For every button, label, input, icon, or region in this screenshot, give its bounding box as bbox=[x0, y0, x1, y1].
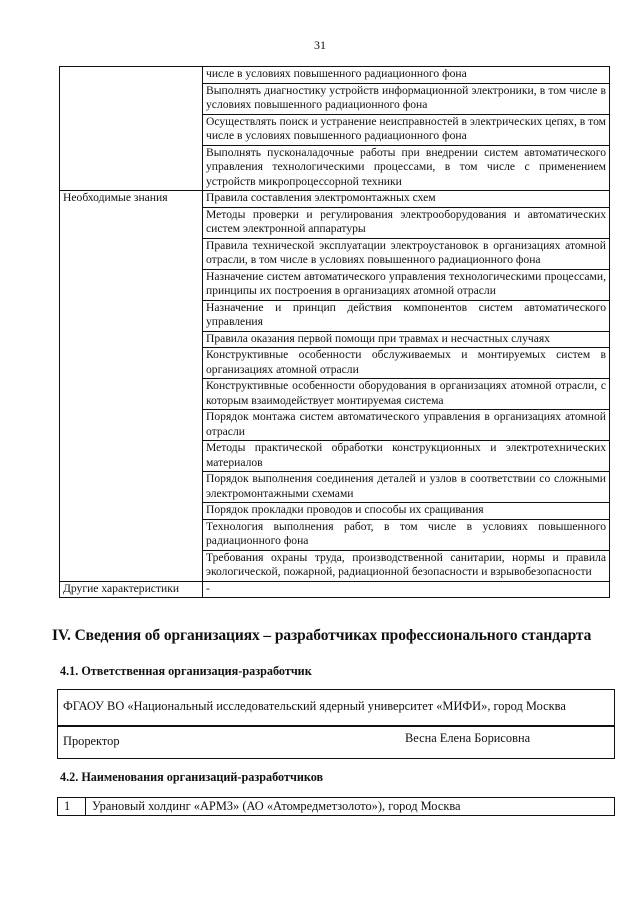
knowledge-item: Методы проверки и регулирования электрооборудования и автоматических систем электронной аппаратуры bbox=[203, 207, 610, 238]
skill-item: числе в условиях повышенного радиационного фона bbox=[203, 67, 610, 84]
section-title: IV. Сведения об организациях – разработчиках профессионального стандарта bbox=[52, 627, 592, 644]
knowledge-item: Порядок выполнения соединения деталей и узлов в соответствии со сложными электромонтажными схемами bbox=[203, 472, 610, 503]
developers-heading: 4.2. Наименования организаций-разработчиков bbox=[60, 770, 324, 784]
knowledge-item: Методы практической обработки конструкционных и электротехнических материалов bbox=[203, 441, 610, 472]
knowledge-item: Назначение и принцип действия компонентов систем автоматического управления bbox=[203, 300, 610, 331]
knowledge-label: Необходимые знания bbox=[60, 191, 203, 582]
table-row bbox=[60, 67, 610, 84]
page-number: 31 bbox=[314, 38, 326, 52]
knowledge-item: Конструктивные особенности обслуживаемых и монтируемых систем в организациях атомной отрасли bbox=[203, 348, 610, 379]
signatory-box bbox=[57, 725, 615, 759]
skill-item: Выполнять диагностику устройств информационной электроники, в том числе в условиях повышенного радиационного фона bbox=[203, 83, 610, 114]
developer-number: 1 bbox=[58, 798, 86, 815]
other-label: Другие характеристики bbox=[60, 581, 203, 598]
signatory-name: Весна Елена Борисовна bbox=[405, 731, 531, 745]
table-row bbox=[60, 581, 610, 598]
knowledge-item: Требования охраны труда, производственной санитарии, нормы и правила экологической, пожарной, радиационной безопасности и взрывобезопасности bbox=[203, 550, 610, 581]
responsible-org-heading: 4.1. Ответственная организация-разработчик bbox=[60, 664, 312, 678]
knowledge-item: Правила составления электромонтажных схем bbox=[203, 191, 610, 208]
competency-table bbox=[59, 66, 610, 598]
table-row bbox=[60, 191, 610, 208]
knowledge-item: Правила технической эксплуатации электроустановок в организациях атомной отрасли, в том числе в условиях повышенного радиационного фона bbox=[203, 238, 610, 269]
developer-name: Урановый холдинг «АРМЗ» (АО «Атомредметзолото»), город Москва bbox=[92, 799, 461, 813]
developer-row bbox=[57, 797, 615, 816]
skill-item: Осуществлять поиск и устранение неисправностей в электрических цепях, в том числе в условиях повышенного радиационного фона bbox=[203, 114, 610, 145]
skill-item: Выполнять пусконаладочные работы при внедрении систем автоматического управления технологическими процессами, в том числе с применением устройств микропроцессорной техники bbox=[203, 145, 610, 191]
knowledge-item: Правила оказания первой помощи при травмах и несчастных случаях bbox=[203, 331, 610, 348]
other-value: - bbox=[203, 581, 610, 598]
knowledge-item: Порядок монтажа систем автоматического управления в организациях атомной отрасли bbox=[203, 410, 610, 441]
signatory-position: Проректор bbox=[63, 734, 120, 748]
knowledge-item: Назначение систем автоматического управления технологическими процессами, принципы их построения в организациях атомной отрасли bbox=[203, 269, 610, 300]
empty-label-cell bbox=[60, 67, 203, 191]
responsible-org-name: ФГАОУ ВО «Национальный исследовательский ядерный университет «МИФИ», город Москва bbox=[63, 699, 566, 713]
knowledge-item: Конструктивные особенности оборудования в организациях атомной отрасли, с которым взаимодействует монтируемая система bbox=[203, 379, 610, 410]
knowledge-item: Порядок прокладки проводов и способы их сращивания bbox=[203, 503, 610, 520]
knowledge-item: Технология выполнения работ, в том числе в условиях повышенного радиационного фона bbox=[203, 519, 610, 550]
responsible-org-box bbox=[57, 689, 615, 727]
